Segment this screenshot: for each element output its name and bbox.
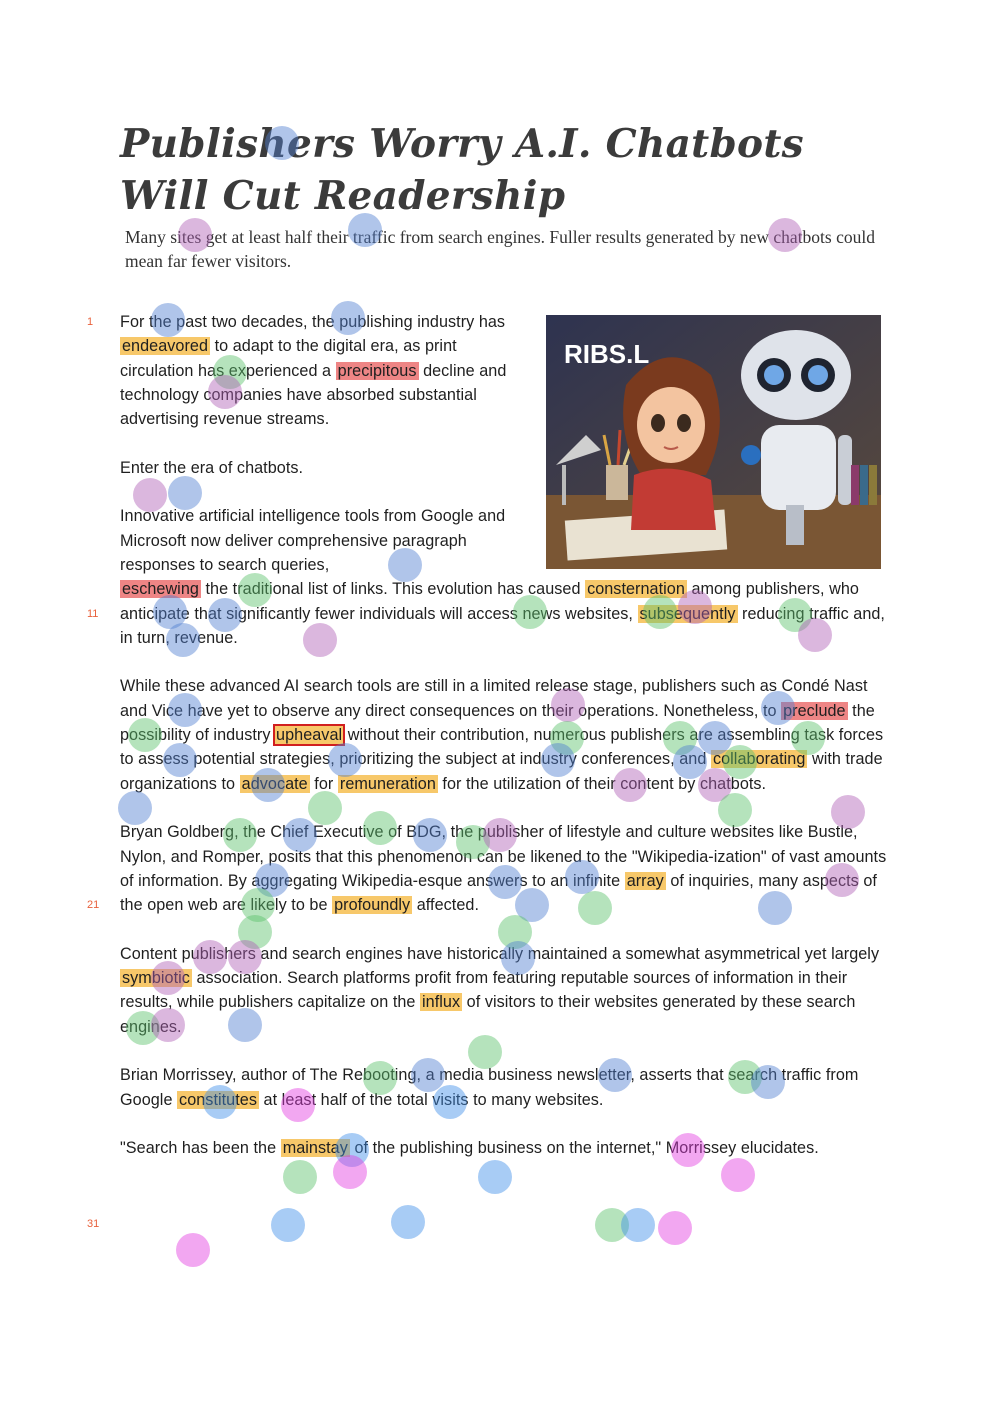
paragraph-text: Bryan Goldberg, the Chief Executive of BDG, the publisher of lifestyle and culture websites like Bustle, Nylon, and Romper, posits that this phenomenon can be likened to the "Wikipedia-ization" of vast amounts of information. By aggregating Wikipedia-esque answers to an infinite — [120, 823, 887, 890]
gaze-fixation-dot — [271, 1208, 305, 1242]
article-title — [120, 118, 840, 222]
paragraph-text: reducing traffic and, in turn, revenue. — [120, 604, 885, 647]
highlighted-word: profoundly — [334, 896, 411, 915]
line-number: 1 — [87, 316, 94, 328]
line-number: 21 — [87, 899, 100, 911]
paragraph-3-continued — [120, 577, 890, 650]
line-number: 11 — [87, 608, 99, 620]
highlighted-word: symbiotic — [122, 969, 190, 988]
highlighted-word: precipitous — [337, 361, 417, 380]
paragraph-text: for the utilization of their content by chatbots. — [437, 774, 767, 793]
paragraph-text: among publishers, who anticipate that significantly fewer individuals will access news websites, — [120, 580, 859, 623]
paragraph-text: For the past two decades, the publishing industry has — [120, 313, 506, 331]
highlighted-word: constitutes — [179, 1090, 257, 1109]
paragraph-text: Brian Morrissey, author of The Rebooting, a media business newsletter, asserts that search traffic from Google — [120, 1066, 859, 1109]
paragraph-text: the possibility of industry — [120, 701, 875, 745]
paragraph-text: without their contribution, numerous publishers are assembling task forces to assess potential strategies, prioritizing the subject at industry conferences, and — [120, 726, 884, 769]
paragraph-3: Innovative artificial intelligence tools from Google and Microsoft now deliver comprehensive paragraph responses to search queries, — [120, 507, 506, 574]
paragraph-6 — [120, 942, 890, 1039]
paragraph-7 — [120, 1063, 890, 1112]
title-line-1: Publishers Worry A.I. Chatbots — [120, 121, 804, 167]
title-line-2: Will Cut Readership — [120, 173, 566, 219]
paragraph-5 — [120, 820, 890, 917]
gaze-fixation-dot — [658, 1211, 692, 1245]
paragraph-text: Content publishers and search engines have historically maintained a somewhat asymmetrical yet largely — [120, 944, 880, 963]
article-body — [120, 310, 890, 1185]
paragraph-text: decline and technology companies have absorbed substantial advertising revenue streams. — [120, 361, 507, 429]
illustration-logo-text: RIBS.L — [564, 339, 650, 369]
paragraph-text: of the publishing business on the internet," Morrissey elucidates. — [349, 1139, 819, 1158]
gaze-fixation-dot — [621, 1208, 655, 1242]
paragraph-8 — [120, 1136, 890, 1160]
paragraph-2: Enter the era of chatbots. — [120, 458, 304, 477]
highlighted-word: mainstay — [282, 1139, 348, 1158]
paragraph-text: affected. — [412, 896, 479, 915]
highlighted-word: preclude — [783, 701, 846, 720]
paragraph-text: the traditional list of links. This evolution has caused — [200, 580, 586, 599]
paragraph-text: "Search has been the — [120, 1139, 281, 1158]
line-number: 31 — [87, 1218, 100, 1230]
highlighted-word: consternation — [587, 580, 685, 599]
boxed-highlighted-word: upheaval — [276, 726, 343, 745]
gaze-fixation-dot — [176, 1233, 210, 1267]
paragraph-text: to adapt to the digital era, as print circulation has experienced a — [120, 337, 457, 380]
paragraph-text: of visitors to their websites generated by these search engines. — [120, 993, 856, 1036]
highlighted-word: collaborating — [712, 750, 806, 769]
paragraph-text: of inquiries, many aspects of the open web are likely to be — [120, 871, 877, 915]
paragraph-text: While these advanced AI search tools are still in a limited release stage, publishers such as Condé Nast and Vice have yet to observe any direct consequences on their operations. Nonetheless, to — [120, 677, 868, 720]
highlighted-word: subsequently — [639, 604, 736, 623]
highlighted-word: array — [626, 871, 664, 890]
paragraph-4 — [120, 674, 890, 795]
highlighted-word: remuneration — [339, 774, 436, 793]
paragraph-1 — [120, 310, 530, 431]
highlighted-word: advocate — [241, 774, 308, 793]
highlighted-word: influx — [422, 993, 461, 1012]
paragraph-text: association. Search platforms profit from featuring reputable sources of information in their results, while publishers capitalize on the — [120, 969, 848, 1012]
paragraph-text: with trade organizations to — [120, 750, 883, 793]
gaze-fixation-dot — [391, 1205, 425, 1239]
paragraph-text: at least half of the total visits to many websites. — [258, 1090, 604, 1109]
paragraph-text: for — [309, 774, 338, 793]
gaze-fixation-dot — [595, 1208, 629, 1242]
highlighted-word: eschewing — [122, 580, 199, 599]
article-subtitle: Many sites get at least half their traffic from search engines. Fuller results generated by new chatbots could mean far fewer visitors. — [125, 227, 875, 271]
highlighted-word: endeavored — [122, 337, 209, 356]
